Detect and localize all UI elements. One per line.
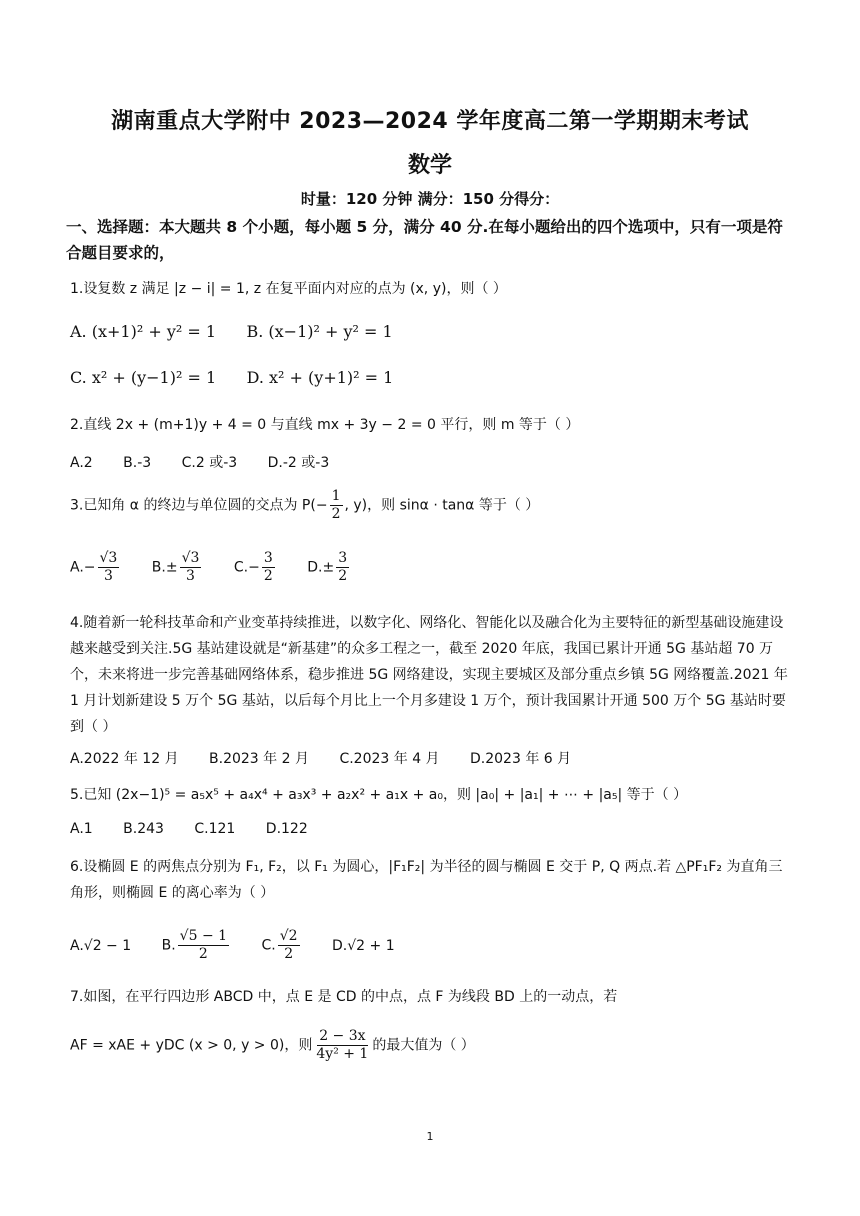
option-fraction bbox=[336, 550, 349, 585]
fraction-denominator: 3 bbox=[186, 568, 195, 584]
question-2-option-b: B.-3 bbox=[123, 455, 152, 471]
question-2-option-a: A.2 bbox=[70, 455, 93, 471]
question-5-option-a: A.1 bbox=[70, 821, 93, 837]
fraction-denominator: 3 bbox=[103, 568, 113, 584]
question-2-option-c: C.2 或-3 bbox=[181, 455, 238, 471]
question-5-option-d: D.122 bbox=[265, 821, 308, 837]
question-2-option-d: D.-2 或-3 bbox=[267, 455, 330, 471]
question-7-stem: 7.如图，在平行四边形 ABCD 中，点 E 是 CD 的中点，点 F 为线段 BD 上的一动点，若 bbox=[70, 989, 618, 1005]
option-fraction bbox=[262, 550, 275, 585]
option-text: √2 + 1 bbox=[347, 937, 395, 954]
question-3-options bbox=[70, 550, 377, 585]
option-label: B. bbox=[161, 937, 176, 954]
question-5-options bbox=[70, 821, 334, 837]
question-6-stem: 6.设椭圆 E 的两焦点分别为 F₁, F₂，以 F₁ 为圆心，|F₁F₂| 为半径的圆与椭圆 E 交于 P, Q 两点.若 △PF₁F₂ 为直角三角形，则椭圆 E 的离心率为（ ） bbox=[70, 859, 783, 901]
question-3-stem-fraction bbox=[330, 488, 343, 523]
question-3-option-d bbox=[307, 550, 351, 585]
question-2-stem: 2.直线 2x + (m+1)y + 4 = 0 与直线 mx + 3y − 2 = 0 平行，则 m 等于（ ） bbox=[70, 417, 580, 433]
subject-title: 数学 bbox=[407, 153, 452, 178]
question-4-option-a: A.2022 年 12 月 bbox=[70, 751, 179, 767]
option-fraction bbox=[278, 928, 300, 963]
question-4-stem: 4.随着新一轮科技革命和产业变革持续推进，以数字化、网络化、智能化以及融合化为主要特征的新型基础设施建设越来越受到关注.5G 基站建设就是“新基建”的众多工程之一，截至 2020 年底，我国已累计开通 5G 基站超 70 万个，未来将进一步完善基础网络体系，稳步推进 5G 网络建设，实现主要城区及部分重点乡镇 5G 网络覆盖.2021 年 1 月计划新建设 5 万个 5G 基站，以后每个月比上一个月多建设 1 万个，预计我国累计开通 500 万个 5G 基站时要到（ ） bbox=[70, 615, 788, 735]
question-7-fraction bbox=[314, 1028, 370, 1063]
question-3-stem-prefix: 3.已知角 α 的终边与单位圆的交点为 P(− bbox=[70, 497, 328, 514]
fraction-numerator: 1 bbox=[331, 488, 341, 504]
option-label: B. bbox=[151, 559, 166, 576]
question-1-option-d: D. x² + (y+1)² = 1 bbox=[246, 368, 394, 387]
question-6-option-d bbox=[332, 938, 395, 954]
question-1-options-row1 bbox=[70, 322, 419, 341]
question-4-option-c: C.2023 年 4 月 bbox=[339, 751, 440, 767]
question-3-stem bbox=[70, 488, 539, 523]
question-1-stem: 1.设复数 z 满足 |z − i| = 1, z 在复平面内对应的点为 (x, y)，则（ ） bbox=[70, 281, 507, 297]
question-6-option-a bbox=[70, 938, 131, 954]
option-fraction bbox=[178, 928, 229, 963]
option-sign: − bbox=[248, 559, 260, 576]
question-1-option-a: A. (x+1)² + y² = 1 bbox=[70, 322, 217, 341]
question-4-options bbox=[70, 748, 597, 768]
fraction-numerator: √3 bbox=[99, 550, 118, 566]
option-label: C. bbox=[233, 559, 249, 576]
question-5-stem: 5.已知 (2x−1)⁵ = a₅x⁵ + a₄x⁴ + a₃x³ + a₂x² + a₁x + a₀，则 |a₀| + |a₁| + ⋯ + |a₅| 等于（ ） bbox=[70, 787, 688, 803]
section-heading: 一、选择题：本大题共 8 个小题，每小题 5 分，满分 40 分.在每小题给出的四个选项中，只有一项是符合题目要求的， bbox=[66, 218, 783, 262]
question-6-option-b bbox=[162, 928, 231, 963]
fraction-denominator: 2 bbox=[338, 568, 348, 584]
question-3-option-a bbox=[70, 550, 121, 585]
question-6-options bbox=[70, 928, 421, 963]
exam-meta: 时量：120 分钟 满分：150 分得分： bbox=[300, 190, 560, 208]
option-fraction bbox=[98, 550, 120, 585]
option-label: A. bbox=[70, 937, 84, 954]
exam-title: 湖南重点大学附中 2023—2024 学年度高二第一学期期末考试 bbox=[111, 109, 749, 134]
question-3-option-b bbox=[152, 550, 204, 585]
question-4-option-b: B.2023 年 2 月 bbox=[209, 751, 309, 767]
question-5-option-b: B.243 bbox=[123, 821, 164, 837]
fraction-numerator: √3 bbox=[181, 550, 200, 566]
fraction-numerator: 3 bbox=[263, 550, 273, 566]
option-sign: ± bbox=[322, 559, 335, 576]
fraction-numerator: 3 bbox=[338, 550, 348, 566]
option-sign: ± bbox=[165, 559, 178, 576]
question-1-option-b: B. (x−1)² + y² = 1 bbox=[246, 322, 393, 341]
option-sign: − bbox=[83, 559, 96, 576]
option-label: A. bbox=[70, 559, 84, 576]
question-3-option-c bbox=[234, 550, 277, 585]
question-7-stem-line2 bbox=[70, 1028, 475, 1063]
question-7-stem-suffix: 的最大值为（ ） bbox=[372, 1037, 475, 1054]
option-fraction bbox=[180, 550, 202, 585]
fraction-denominator: 2 bbox=[263, 568, 273, 584]
question-1-option-c: C. x² + (y−1)² = 1 bbox=[70, 368, 217, 387]
option-label: D. bbox=[332, 937, 348, 954]
fraction-numerator: √2 bbox=[279, 928, 298, 944]
question-1-options-row2 bbox=[70, 368, 419, 387]
option-label: D. bbox=[307, 559, 323, 576]
fraction-denominator: 4y² + 1 bbox=[316, 1046, 369, 1062]
question-2-options bbox=[70, 452, 355, 472]
fraction-denominator: 2 bbox=[198, 946, 208, 962]
option-label: C. bbox=[261, 937, 276, 954]
question-3-stem-suffix: , y)，则 sinα · tanα 等于（ ） bbox=[344, 497, 540, 514]
question-7-vector-expression: AF = xAE + yDC (x > 0, y > 0)，则 bbox=[70, 1037, 313, 1054]
fraction-denominator: 2 bbox=[331, 506, 341, 522]
fraction-numerator: √5 − 1 bbox=[179, 928, 228, 944]
question-5-option-c: C.121 bbox=[194, 821, 236, 837]
fraction-denominator: 2 bbox=[284, 946, 294, 962]
question-6-option-c bbox=[262, 928, 302, 963]
fraction-numerator: 2 − 3x bbox=[319, 1028, 366, 1044]
page-number: 1 bbox=[426, 1130, 434, 1143]
option-text: √2 − 1 bbox=[83, 937, 132, 954]
question-4-option-d: D.2023 年 6 月 bbox=[470, 751, 572, 767]
